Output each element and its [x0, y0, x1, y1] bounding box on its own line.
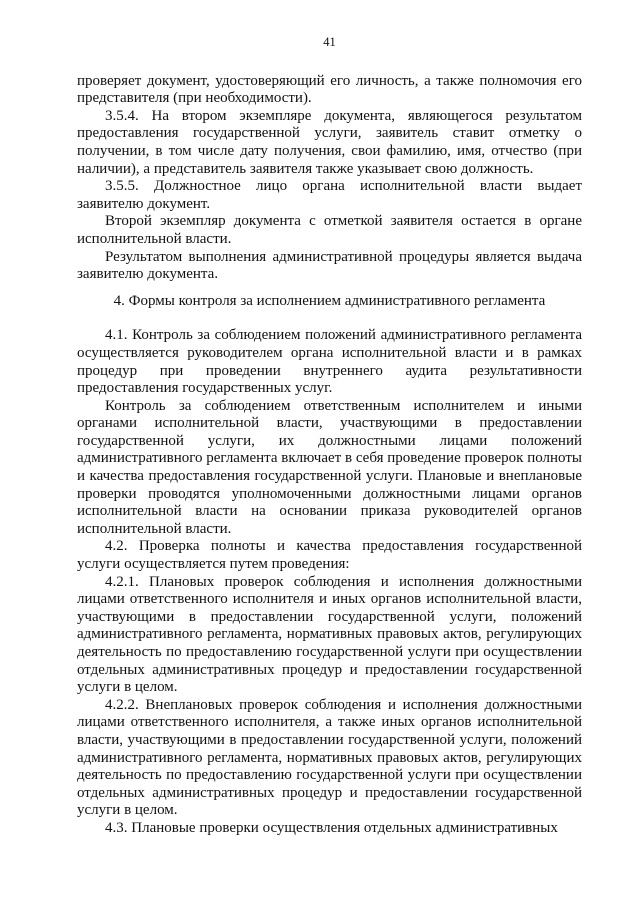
paragraph-4-2-2: 4.2.2. Внеплановых проверок соблюдения и исполнения должностными лицами ответственного исполнителя, а также иных органов исполнительной власти, участвующими в предоставлении государственной услуги, положений административного регламента, нормативных правовых актов, регулирующих деятельность по предоставлению государственной услуги при осуществлении отдельных административных процедур и предоставлении государственной услуги в целом. [77, 696, 582, 819]
paragraph-second-copy: Второй экземпляр документа с отметкой заявителя остается в органе исполнительной власти. [77, 213, 582, 247]
paragraph-result: Результатом выполнения административной процедуры является выдача заявителю документа. [77, 248, 582, 283]
paragraph-4-2: 4.2. Проверка полноты и качества предоставления государственной услуги осуществляется путем проведения: [77, 538, 582, 573]
section-heading: 4. Формы контроля за исполнением административного регламента [113, 292, 546, 309]
page-number: 41 [323, 35, 336, 49]
paragraph-4-2-1: 4.2.1. Плановых проверок соблюдения и исполнения должностными лицами ответственного исполнителя и иных органов исполнительной власти, участвующими в предоставлении государственной услуги, положений административного регламента, нормативных правовых актов, регулирующих деятельность по предоставлению государственной услуги при осуществлении отдельных административных процедур и предоставлении государственной услуги в целом. [77, 573, 582, 696]
paragraph-control: Контроль за соблюдением ответственным исполнителем и иными органами исполнительной власти, участвующими в предоставлении государственной услуги, их должностными лицами положений административного регламента включает в себя проведение проверок полноты и качества предоставления государственной услуги. Плановые и внеплановые проверки проводятся уполномоченными должностными лицами органов исполнительной власти на основании приказа руководителей органов исполнительной власти. [77, 397, 582, 537]
paragraph-continuation: проверяет документ, удостоверяющий его личность, а также полномочия его представителя (при необходимости). [77, 72, 582, 107]
paragraph-3-5-5: 3.5.5. Должностное лицо органа исполнительной власти выдает заявителю документ. [77, 178, 582, 212]
paragraph-3-5-4: 3.5.4. На втором экземпляре документа, являющегося результатом предоставления государственной услуги, заявитель ставит отметку о получении, в том числе дату получения, свои фамилию, имя, отчество (при наличии), а представитель заявителя также указывает свою должность. [77, 107, 582, 177]
paragraph-4-3: 4.3. Плановые проверки осуществления отдельных административных [105, 819, 558, 836]
paragraph-4-1: 4.1. Контроль за соблюдением положений административного регламента осуществляется руководителем органа исполнительной власти и в рамках процедур при проведении внутреннего аудита результативности предоставления государственных услуг. [77, 327, 582, 397]
